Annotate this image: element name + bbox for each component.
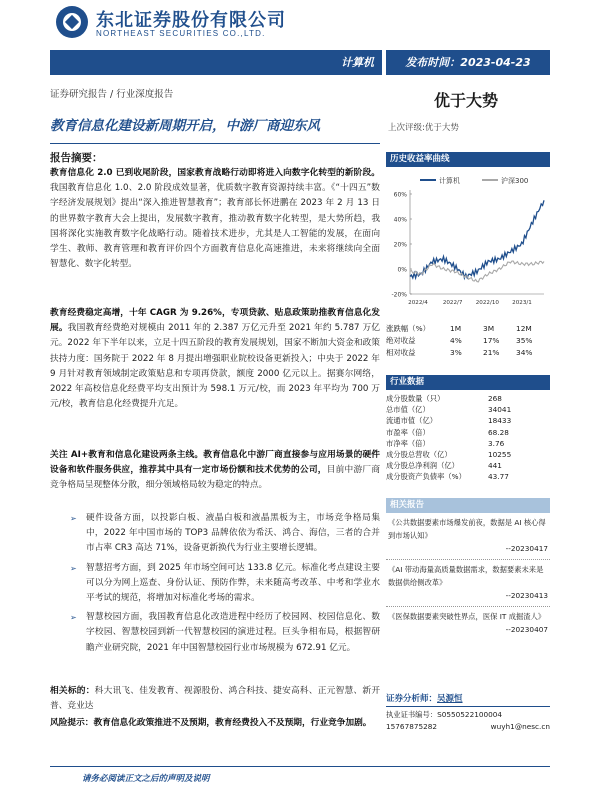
related-report-date: --20230413: [505, 591, 548, 600]
title-divider: [50, 143, 380, 144]
indicators-heading: 行业数据: [386, 375, 550, 390]
table-row: [386, 449, 550, 460]
analyst-name: 吴源恒: [437, 694, 463, 704]
x-tick-label: 2023/1: [512, 300, 532, 306]
analyst-email[interactable]: wuyh1@nesc.cn: [490, 722, 550, 731]
table-row: [386, 393, 550, 404]
table-row: [386, 404, 550, 415]
legend-label: 沪深300: [501, 177, 529, 185]
table-row: [386, 438, 550, 449]
related-stocks-value: 科大讯飞、佳发教育、视源股份、鸿合科技、捷安高科、正元智慧、新开普、竞业达: [50, 686, 381, 712]
y-tick-label: 40%: [393, 216, 407, 224]
table-row: [386, 415, 550, 426]
indicator-label: 成分股总净利润（亿）: [386, 461, 459, 471]
table-header-cell: 3M: [483, 324, 495, 333]
series-line-computer: [410, 200, 544, 278]
analyst-heading: [386, 692, 550, 707]
previous-rating: 上次评级:优于大势: [388, 123, 459, 133]
risk-value: 教育信息化政策推进不及预期，教育经费投入不及预期，行业竞争加剧。: [93, 718, 372, 728]
summary-paragraph-1: [50, 166, 380, 272]
x-tick-label: 2022/4: [408, 300, 428, 306]
table-cell: 4%: [450, 336, 462, 345]
trend-chart: [386, 168, 550, 316]
table-row: [386, 335, 550, 347]
table-row: [386, 471, 550, 482]
table-cell: 3%: [450, 348, 462, 357]
paragraph-2-body: 我国教育经费绝对规模由 2011 年的 2.387 万亿元升至 2021 年约 5.787 万亿元。2022 年下半年以来，立足十四五阶段的教育发展规划，国家不断加大资金和政策扶持力度：国务院于 2022 年 8 月提出增强职业院校设备更新投入；中央于 2022 年 9 月针对教育领域制定政策贴息和专项再贷款，额度 2000 亿元以上。据赛尔网络，2022 年高校信息化经费平均支出预计为 598.1 万元/校，而 2023 年平均为 700 万元/校，教育信息化经费提升亢足。: [50, 323, 380, 410]
sector-bar: 计算机: [50, 50, 382, 75]
table-cell: 21%: [483, 348, 500, 357]
trend-section: [386, 152, 550, 167]
indicator-value: 10255: [488, 449, 512, 459]
paragraph-1-body: 我国教育信息化 1.0、2.0 阶段成效显著，优质数字教育资源持续丰富。《“十四五”数字经济发展规划》提出“深入推进智慧教育”；教育部长怀进鹏在 2023 年 2 月 13 日的世界数字教育大会上提出，发展数字教育，推动教育数字化转型，是大势所趋，我国将深化实施教育数字化战略行动。随着技术进步，尤其是人工智能的发展，在面向学生、教师、教育管理和教育评价四个方面教育信息化高速推进，未来将继续向全面智慧化、数字化转型。: [50, 183, 380, 270]
indicator-label: 市盈率（倍）: [386, 427, 430, 437]
y-tick-label: 20%: [393, 241, 407, 249]
list-item: ➢ 硬件设备方面，以投影白板、液晶白板和液晶黑板为主，市场竞争格局集中，2022 年中国市场的 TOP3 品牌依依为希沃、鸿合、海信，三者的合并市占率 CR3 高达 71%，设备更新换代为行业主要增长逻辑。: [50, 511, 380, 557]
indicator-value: 3.76: [488, 438, 505, 448]
summary-paragraph-3: [50, 448, 380, 494]
indicator-label: 成分股资产负债率（%）: [386, 472, 466, 482]
table-cell: 17%: [483, 336, 500, 345]
risk-warning: [50, 716, 380, 731]
summary-paragraph-2: [50, 306, 380, 412]
indicator-value: 68.28: [488, 427, 509, 437]
indicator-label: 成分股数量（只）: [386, 394, 445, 403]
legend-label: 计算机: [439, 177, 460, 185]
footer-divider: [50, 766, 550, 767]
company-logo-icon: [56, 6, 88, 38]
footer-disclaimer: 请务必阅读正文之后的声明及说明: [82, 774, 210, 784]
page-title: 教育信息化建设新周期开启，中游厂商迎东风: [50, 118, 320, 134]
table-header-cell: 1M: [450, 324, 462, 333]
bullet-list: [50, 511, 380, 656]
table-cell: 34%: [516, 348, 533, 357]
indicators-list: [386, 390, 550, 483]
related-stocks: [50, 684, 380, 714]
indicator-value: 18433: [488, 416, 512, 426]
list-item: ➢ 智慧招考方面，到 2025 年市场空间可达 133.8 亿元。标准化考点建设主要可以分为网上巡查、身份认证、预防作弊，未来随高考改革、中考和学业水平考试的规范，将增加对标准化考场的需求。: [50, 561, 380, 607]
paragraph-3-lead: 关注 AI+教育和信息化建设两条主线。教育信息化中游厂商直接参与应用场景的硬件设备和软件服务供应，推荐其中具有一定市场份额和技术优势的公司，: [50, 450, 380, 476]
company-name-en: NORTHEAST SECURITIES CO.,LTD.: [96, 29, 266, 38]
related-reports-heading: 相关报告: [386, 498, 550, 513]
analyst-label: 证券分析师：: [386, 694, 438, 704]
table-row: [386, 427, 550, 438]
indicator-label: 市净率（倍）: [386, 438, 430, 448]
table-row: [386, 347, 550, 359]
related-report-date: --20230407: [505, 625, 548, 634]
paragraph-2-lead: 教育经费稳定高增，十年 CAGR 为 9.26%，专项贷款、贴息政策助推教育信息化发展。: [50, 308, 380, 334]
breadcrumb: 证券研究报告 / 行业深度报告: [50, 89, 174, 100]
summary-heading: 报告摘要：: [50, 152, 103, 164]
y-tick-label: 60%: [393, 191, 407, 199]
table-header-cell: 12M: [516, 324, 532, 333]
indicators-section: [386, 375, 550, 483]
table-cell: 相对收益: [386, 348, 416, 357]
company-name-cn: 东北证券股份有限公司: [96, 10, 286, 31]
x-tick-label: 2022/7: [442, 300, 463, 306]
related-report-title[interactable]: 《AI 带动海量高质量数据需求，数据要素未来是数据供给侧改革》: [388, 565, 544, 587]
related-reports-section: [386, 498, 550, 636]
related-report-title[interactable]: 《公共数据要素市场爆发前夜，数据是 AI 核心得到市场认知》: [388, 518, 546, 540]
x-tick-label: 2022/10: [475, 300, 499, 306]
rating: 优于大势: [434, 91, 499, 110]
table-cell: 35%: [516, 336, 533, 345]
indicator-value: 43.77: [488, 472, 509, 482]
related-stocks-label: 相关标的：: [50, 686, 95, 696]
publish-date-bar: 发布时间：2023-04-23: [386, 50, 550, 75]
indicator-label: 流通市值（亿）: [386, 416, 438, 426]
analyst-phone: 15767875282: [386, 722, 438, 731]
list-item: ➢ 智慧校园方面，我国教育信息化改造进程中经历了校园网、校园信息化、数字校园、智慧校园到新一代智慧校园的演进过程。巨头争相布局，根据智研瞻产业研究院，2021 年中国智慧校园行业市场规模为 672.91 亿元。: [50, 610, 380, 656]
paragraph-3-body: 目前中游厂商竞争格局呈现整体分散，细分领域格局较为稳定的特点。: [50, 465, 381, 491]
risk-label: 风险提示：: [50, 718, 94, 728]
indicator-label: 成分股总营收（亿）: [386, 449, 452, 459]
indicator-value: 268: [488, 394, 502, 403]
analyst-license: 执业证书编号：S0550522100004: [386, 710, 503, 719]
table-header-cell: 涨跌幅（%）: [386, 324, 430, 333]
performance-table: [386, 323, 550, 359]
trend-heading: 历史收益率曲线: [386, 152, 550, 167]
table-header-row: [386, 323, 550, 335]
report-header: [0, 0, 600, 48]
table-cell: 绝对收益: [386, 336, 416, 345]
y-tick-label: 0%: [397, 266, 407, 274]
indicator-value: 34041: [488, 405, 512, 415]
indicator-label: 总市值（亿）: [386, 405, 430, 415]
indicator-value: 441: [488, 461, 502, 471]
y-tick-label: -20%: [391, 291, 407, 299]
paragraph-1-lead: 教育信息化 2.0 已到收尾阶段，国家教育战略行动即将进入向数字化转型的新阶段。: [50, 168, 380, 178]
related-report-title[interactable]: 《医保数据要素突破性界点，医保 IT 成掘渣人》: [388, 612, 546, 621]
related-report-date: --20230417: [505, 544, 548, 553]
analyst-contact: [386, 722, 550, 731]
table-row: [386, 460, 550, 471]
